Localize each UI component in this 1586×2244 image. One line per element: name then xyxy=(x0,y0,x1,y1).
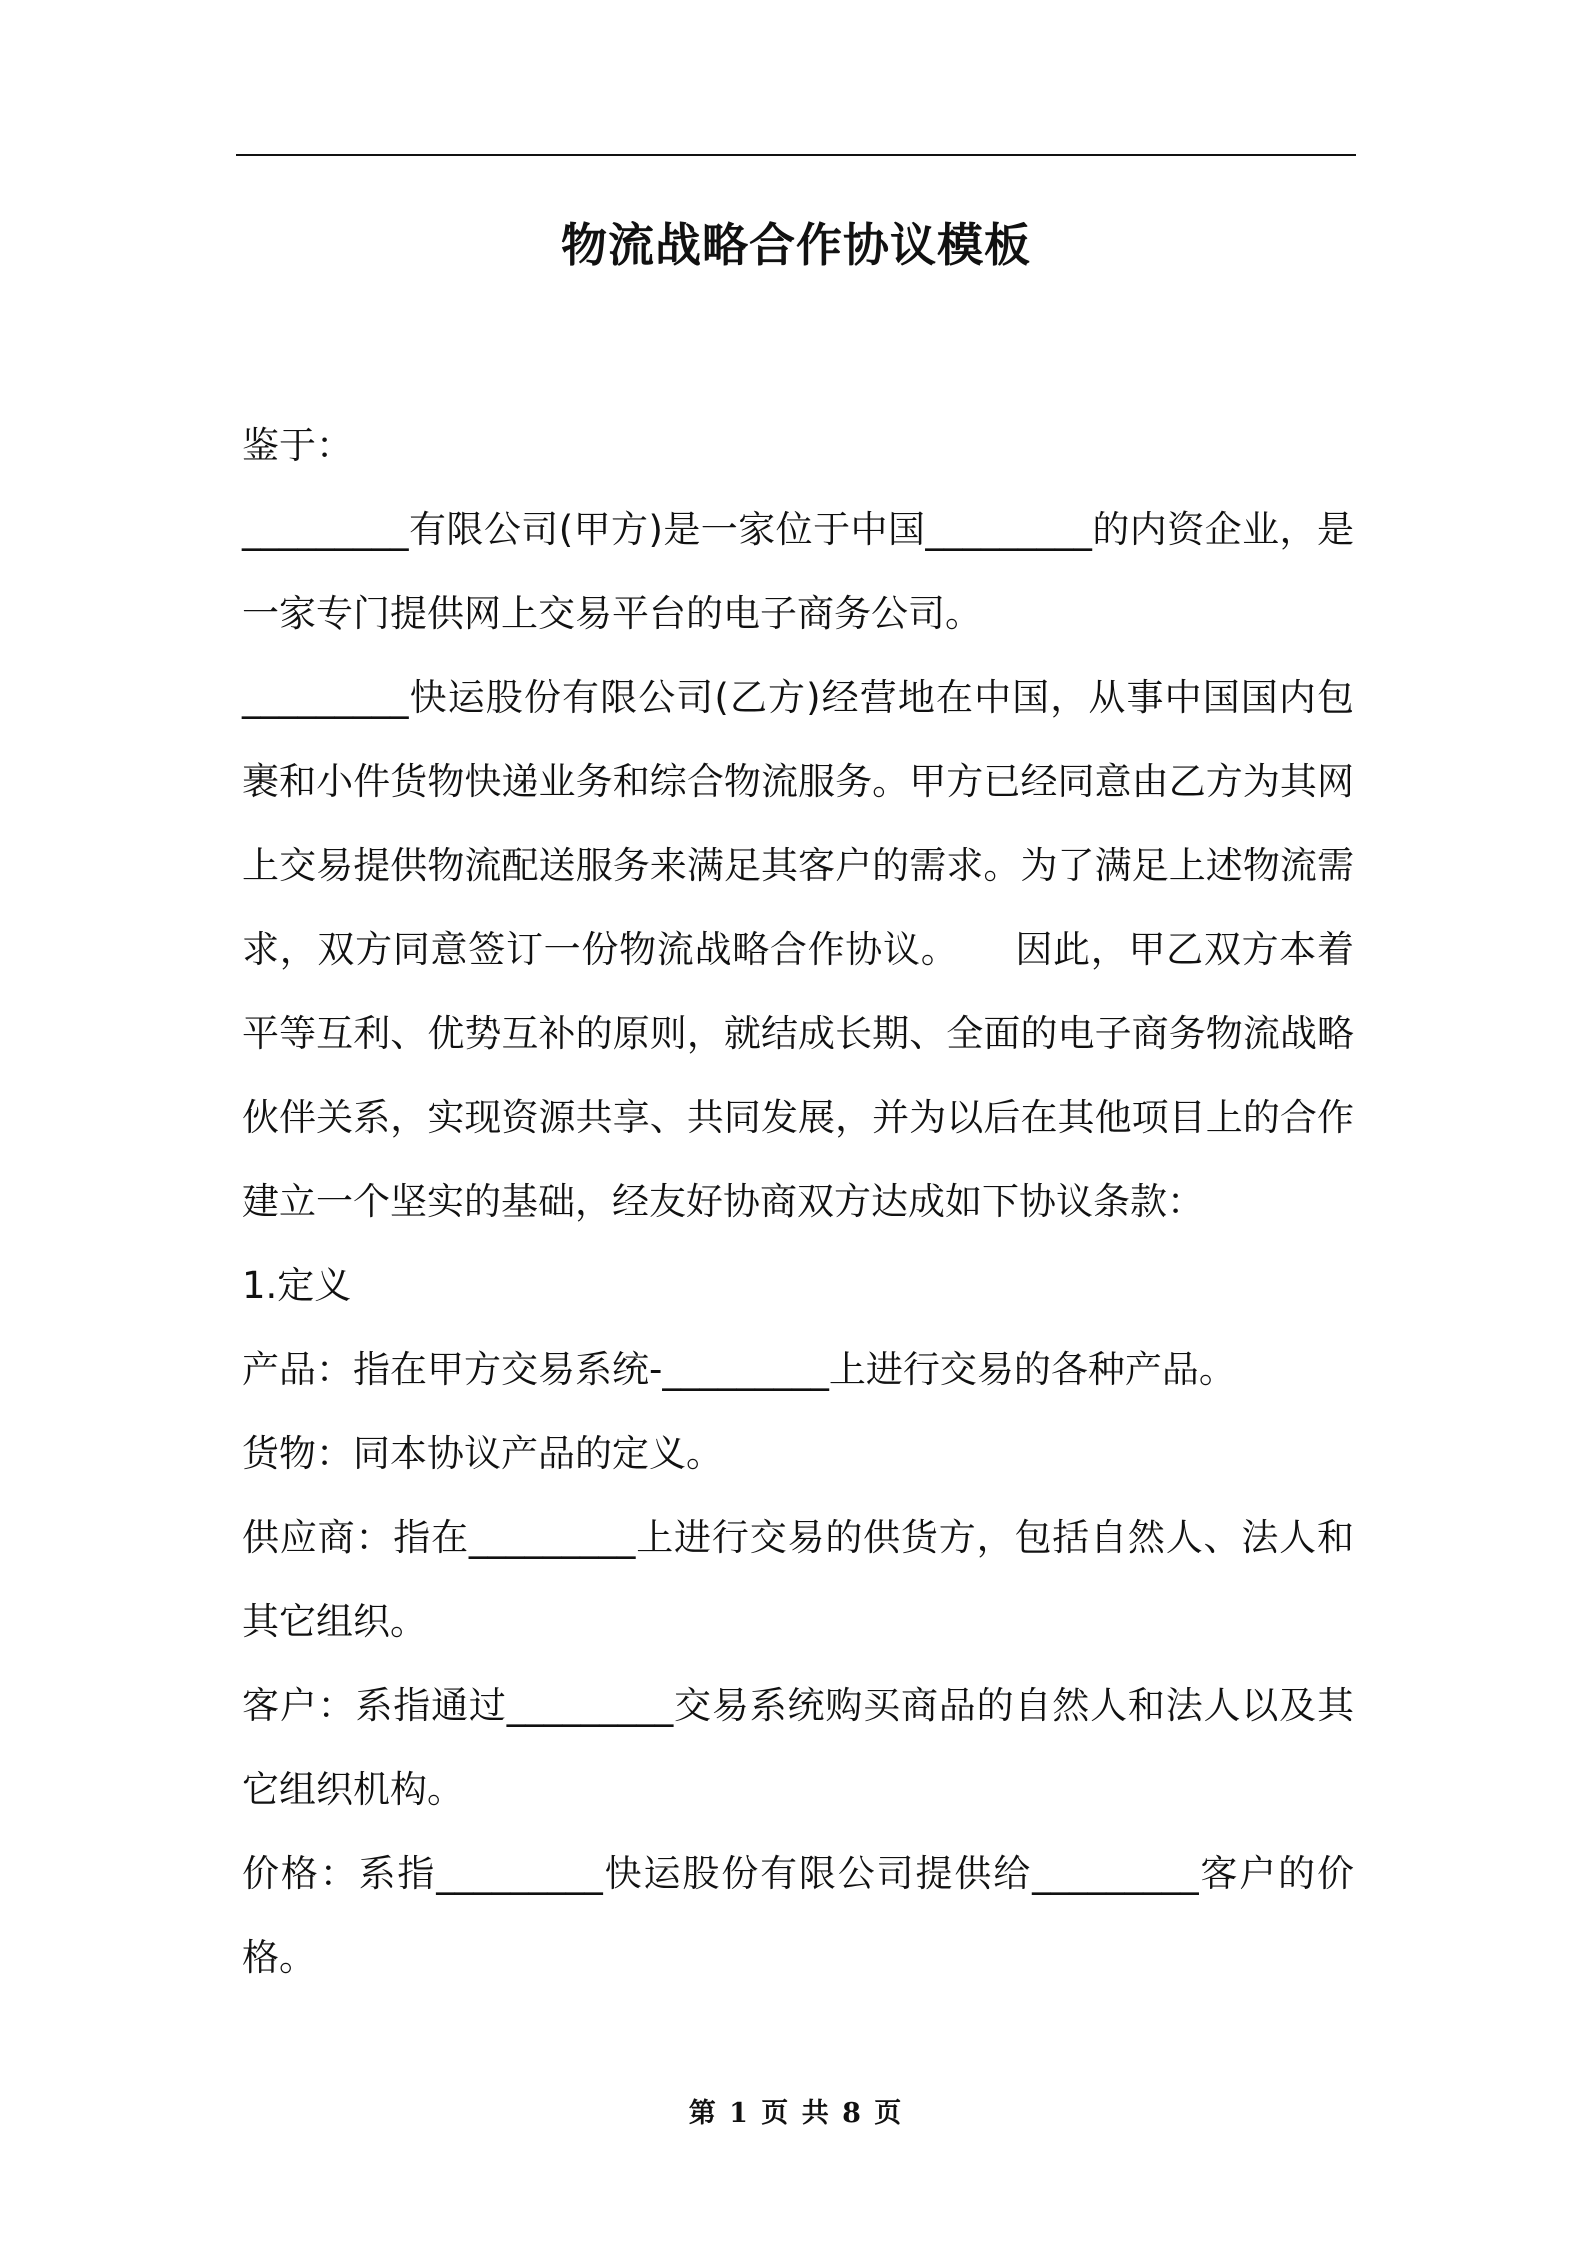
definition-customer: 客户：系指通过_________交易系统购买商品的自然人和法人以及其它组织机构。 xyxy=(242,1684,1354,1811)
document-title: 物流战略合作协议模板 xyxy=(561,218,1031,272)
definition-product: 产品：指在甲方交易系统-_________上进行交易的各种产品。 xyxy=(242,1348,1236,1391)
paragraph-party-b: _________快运股份有限公司(乙方)经营地在中国，从事中国国内包裹和小件货物快递业务和综合物流服务。甲方已经同意由乙方为其网上交易提供物流配送服务来满足其客户的需求。为了满足上述物流需求，双方同意签订一份物流战略合作协议。 因此，甲乙双方本着平等互利、优势互补的原则，就结成长期、全面的电子商务物流战略伙伴关系，实现资源共享、共同发展，并为以后在其他项目上的合作建立一个坚实的基础，经友好协商双方达成如下协议条款： xyxy=(242,676,1354,1223)
paragraph-party-a: _________有限公司(甲方)是一家位于中国_________的内资企业，是一家专门提供网上交易平台的电子商务公司。 xyxy=(242,508,1354,635)
definition-goods: 货物：同本协议产品的定义。 xyxy=(242,1432,723,1475)
paragraph-whereas: 鉴于： xyxy=(242,424,353,467)
definition-supplier: 供应商：指在_________上进行交易的供货方，包括自然人、法人和其它组织。 xyxy=(242,1516,1354,1643)
document-body xyxy=(242,404,1354,2000)
section-heading-definitions: 1.定义 xyxy=(242,1264,352,1307)
page-number-footer: 第 1 页 共 8 页 xyxy=(688,2098,904,2129)
header-rule xyxy=(236,154,1356,156)
definition-price: 价格：系指_________快运股份有限公司提供给_________客户的价格。 xyxy=(242,1852,1354,1979)
